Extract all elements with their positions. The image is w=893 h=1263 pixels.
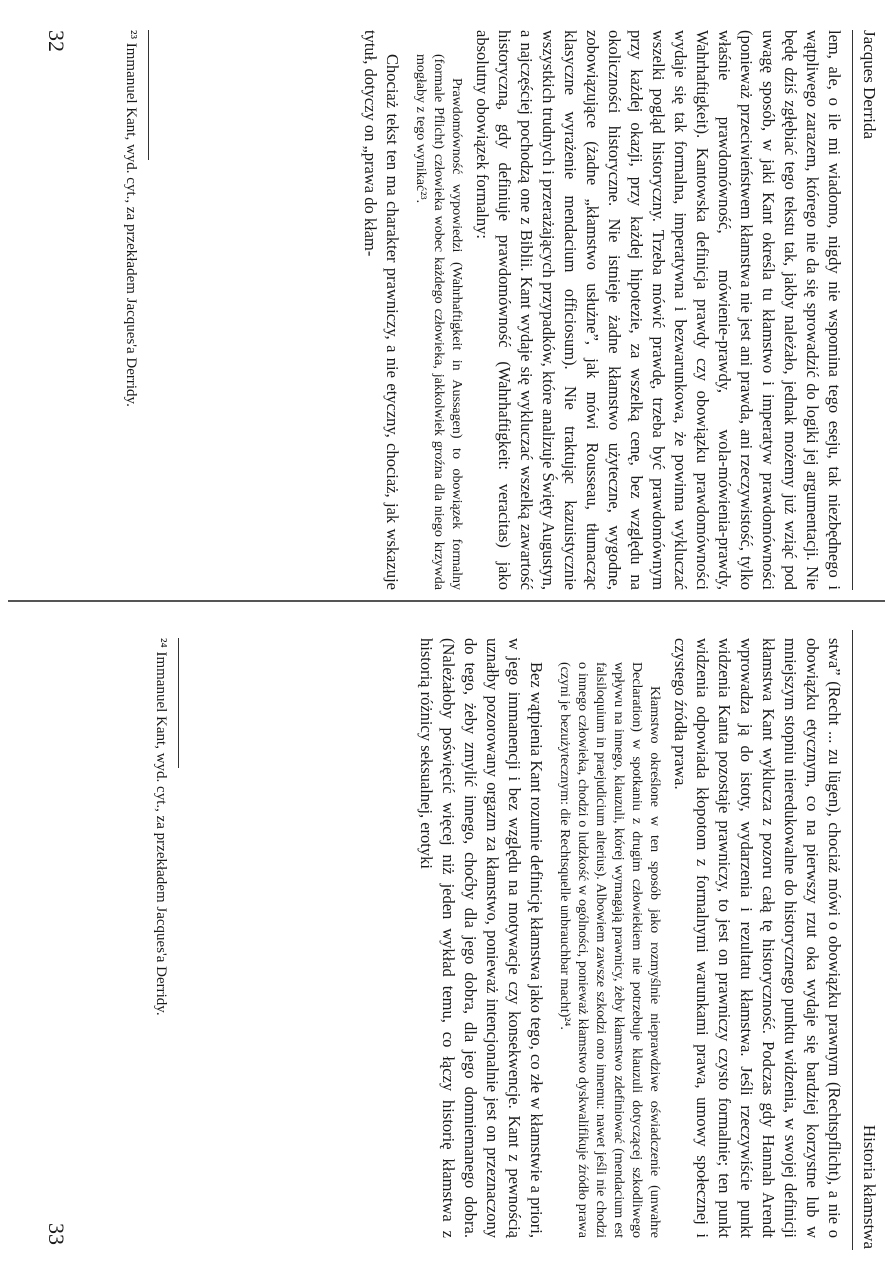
running-head-title: Historia kłamstwa xyxy=(860,1124,879,1249)
right-page xyxy=(0,610,893,1263)
block-quote: Prawdomówność wypowiedzi (Wahrhaftigkeit in Aussagen) to obowiązek formalny (formale Pflicht) człowieka wobec każdego człowieka, jakkolwiek groźna dla niego krzywda mogłaby z tego wynikać²³. xyxy=(413,54,464,590)
paragraph: Bez wątpienia Kant rozumie definicję kłamstwa jako tego, co złe w kłamstwie a priori, w jego immanencji i bez względu na motywacje czy konsekwencje. Kant z pewnością uznałby pozorowany orgazm za kłamstwo, ponieważ intencjonalnie jest on przeznaczony do tego, żeby zmylić innego, choćby dla jego dobra, dla jego domniemanego dobra. (Należałoby poświęcić więcej niż jeden wykład temu, co łączy historię kłamstwa z historią różnicy seksualnej, erotyki xyxy=(417,638,546,1238)
paragraph: Chociaż tekst ten ma charakter prawniczy, a nie etyczny, chociaż, jak wskazuje tytuł, dotyczy on „prawa do kłam- xyxy=(361,30,402,590)
page-number: 32 xyxy=(44,30,69,52)
page-fold-divider xyxy=(8,600,885,602)
footnote: ²³ Immanuel Kant, wyd. cyt., za przekładem Jacques'a Derridy. xyxy=(123,30,139,407)
page-number: 33 xyxy=(44,1223,69,1245)
running-head-author: Jacques Derrida xyxy=(860,30,879,140)
header-rule xyxy=(852,30,853,590)
paragraph: lem, ale, o ile mi wiadomo, nigdy nie wspomina tego eseju, tak niezbędnego i wątpliwego zarazem, którego nie da się sprowadzić do logiki jej argumentacji. Nie będę dziś zgłębiać tego tekstu tak, jakby należało, jednak możemy już wziąć pod uwagę sposób, w jaki Kant określa tu kłamstwo i imperatyw prawdomówności (ponieważ przeciwieństwem kłamstwa nie jest ani prawda, ani rzeczywistość, tylko właśnie prawdomówność, mówienie-prawdy, wola-mówienia-prawdy, Wahrhaftigkeit). Kantowska definicja prawdy czy obowiązku prawdomówności wydaje się tak formalna, imperatywna i bezwarunkowa, że powinna wykluczać wszelki pogląd historyczny. Trzeba mówić prawdę, trzeba być prawdomównym przy każdej okazji, przy każdej hipotezie, za wszelką cenę, bez względu na okoliczności historyczne. Nie istnieje żadne kłamstwo użyteczne, wygodne, zobowiązujące (żadne „kłamstwo usłużne”, jak mówi Rousseau, tłumacząc klasyczne wyrażenie mendacium officiosum). Nie traktując kazuistycznie wszystkich trudnych i przerażających przypadków, które analizuje Święty Augustyn, a najczęściej pochodzą one z Biblii. Kant wydaje się wykluczać wszelką zawartość historyczną, gdy definiuje prawdomówność (Wahrhaftigkeit: veracitas) jako absolutny obowiązek formalny: xyxy=(473,30,844,590)
footnote-rule xyxy=(178,638,179,768)
body-text xyxy=(411,638,845,1238)
paragraph: stwa” (Recht ... zu lügen), chociaż mówi o obowiązku prawnym (Rechtspflicht), a nie o obowiązku etycznym, co na pierwszy rzut oka wydaje się bardziej korzystne lub w mniejszym stopniu nieredukowalne do historycznego punktu widzenia, w swojej definicji kłamstwa Kant wyklucza z pozoru całą tę historyczność. Podczas gdy Hannah Arendt wprowadza ją do istoty, wydarzenia i rezultatu kłamstwa. Jeśli rzeczywiście punkt widzenia Kanta pozostaje prawniczy, to jest on prawniczy czysto formalnie; ten punkt widzenia odpowiada kłopotom z formalnymi warunkami prawa, umowy społecznej i czystego źródła prawa. xyxy=(671,638,844,1238)
body-text xyxy=(355,30,845,590)
left-page xyxy=(0,0,893,600)
header-rule xyxy=(852,630,853,1250)
footnote-rule xyxy=(148,30,149,160)
block-quote: Kłamstwo określone w ten sposób jako rozmyślnie nieprawdziwe oświadczenie (unwahre Declaration) w spotkaniu z drugim człowiekiem nie potrzebuje klauzuli dotyczącej szkodliwego wpływu na innego, klauzuli, której wymagają prawnicy, żeby kłamstwo zdefiniować (mendacium est falsiloquium in praejudicium alterius). Albowiem zawsze szkodzi ono innemu: nawet jeśli nie chodzi o innego człowieka, chodzi o ludzkość w ogólności, ponieważ kłamstwo dyskwalifikuje źródło prawa (czyni je bezużytecznym: die Rechtsquelle unbrauchbar macht)²⁴. xyxy=(557,662,662,1238)
footnote: ²⁴ Immanuel Kant, wyd. cyt., za przekładem Jacques'a Derridy. xyxy=(153,638,169,1016)
